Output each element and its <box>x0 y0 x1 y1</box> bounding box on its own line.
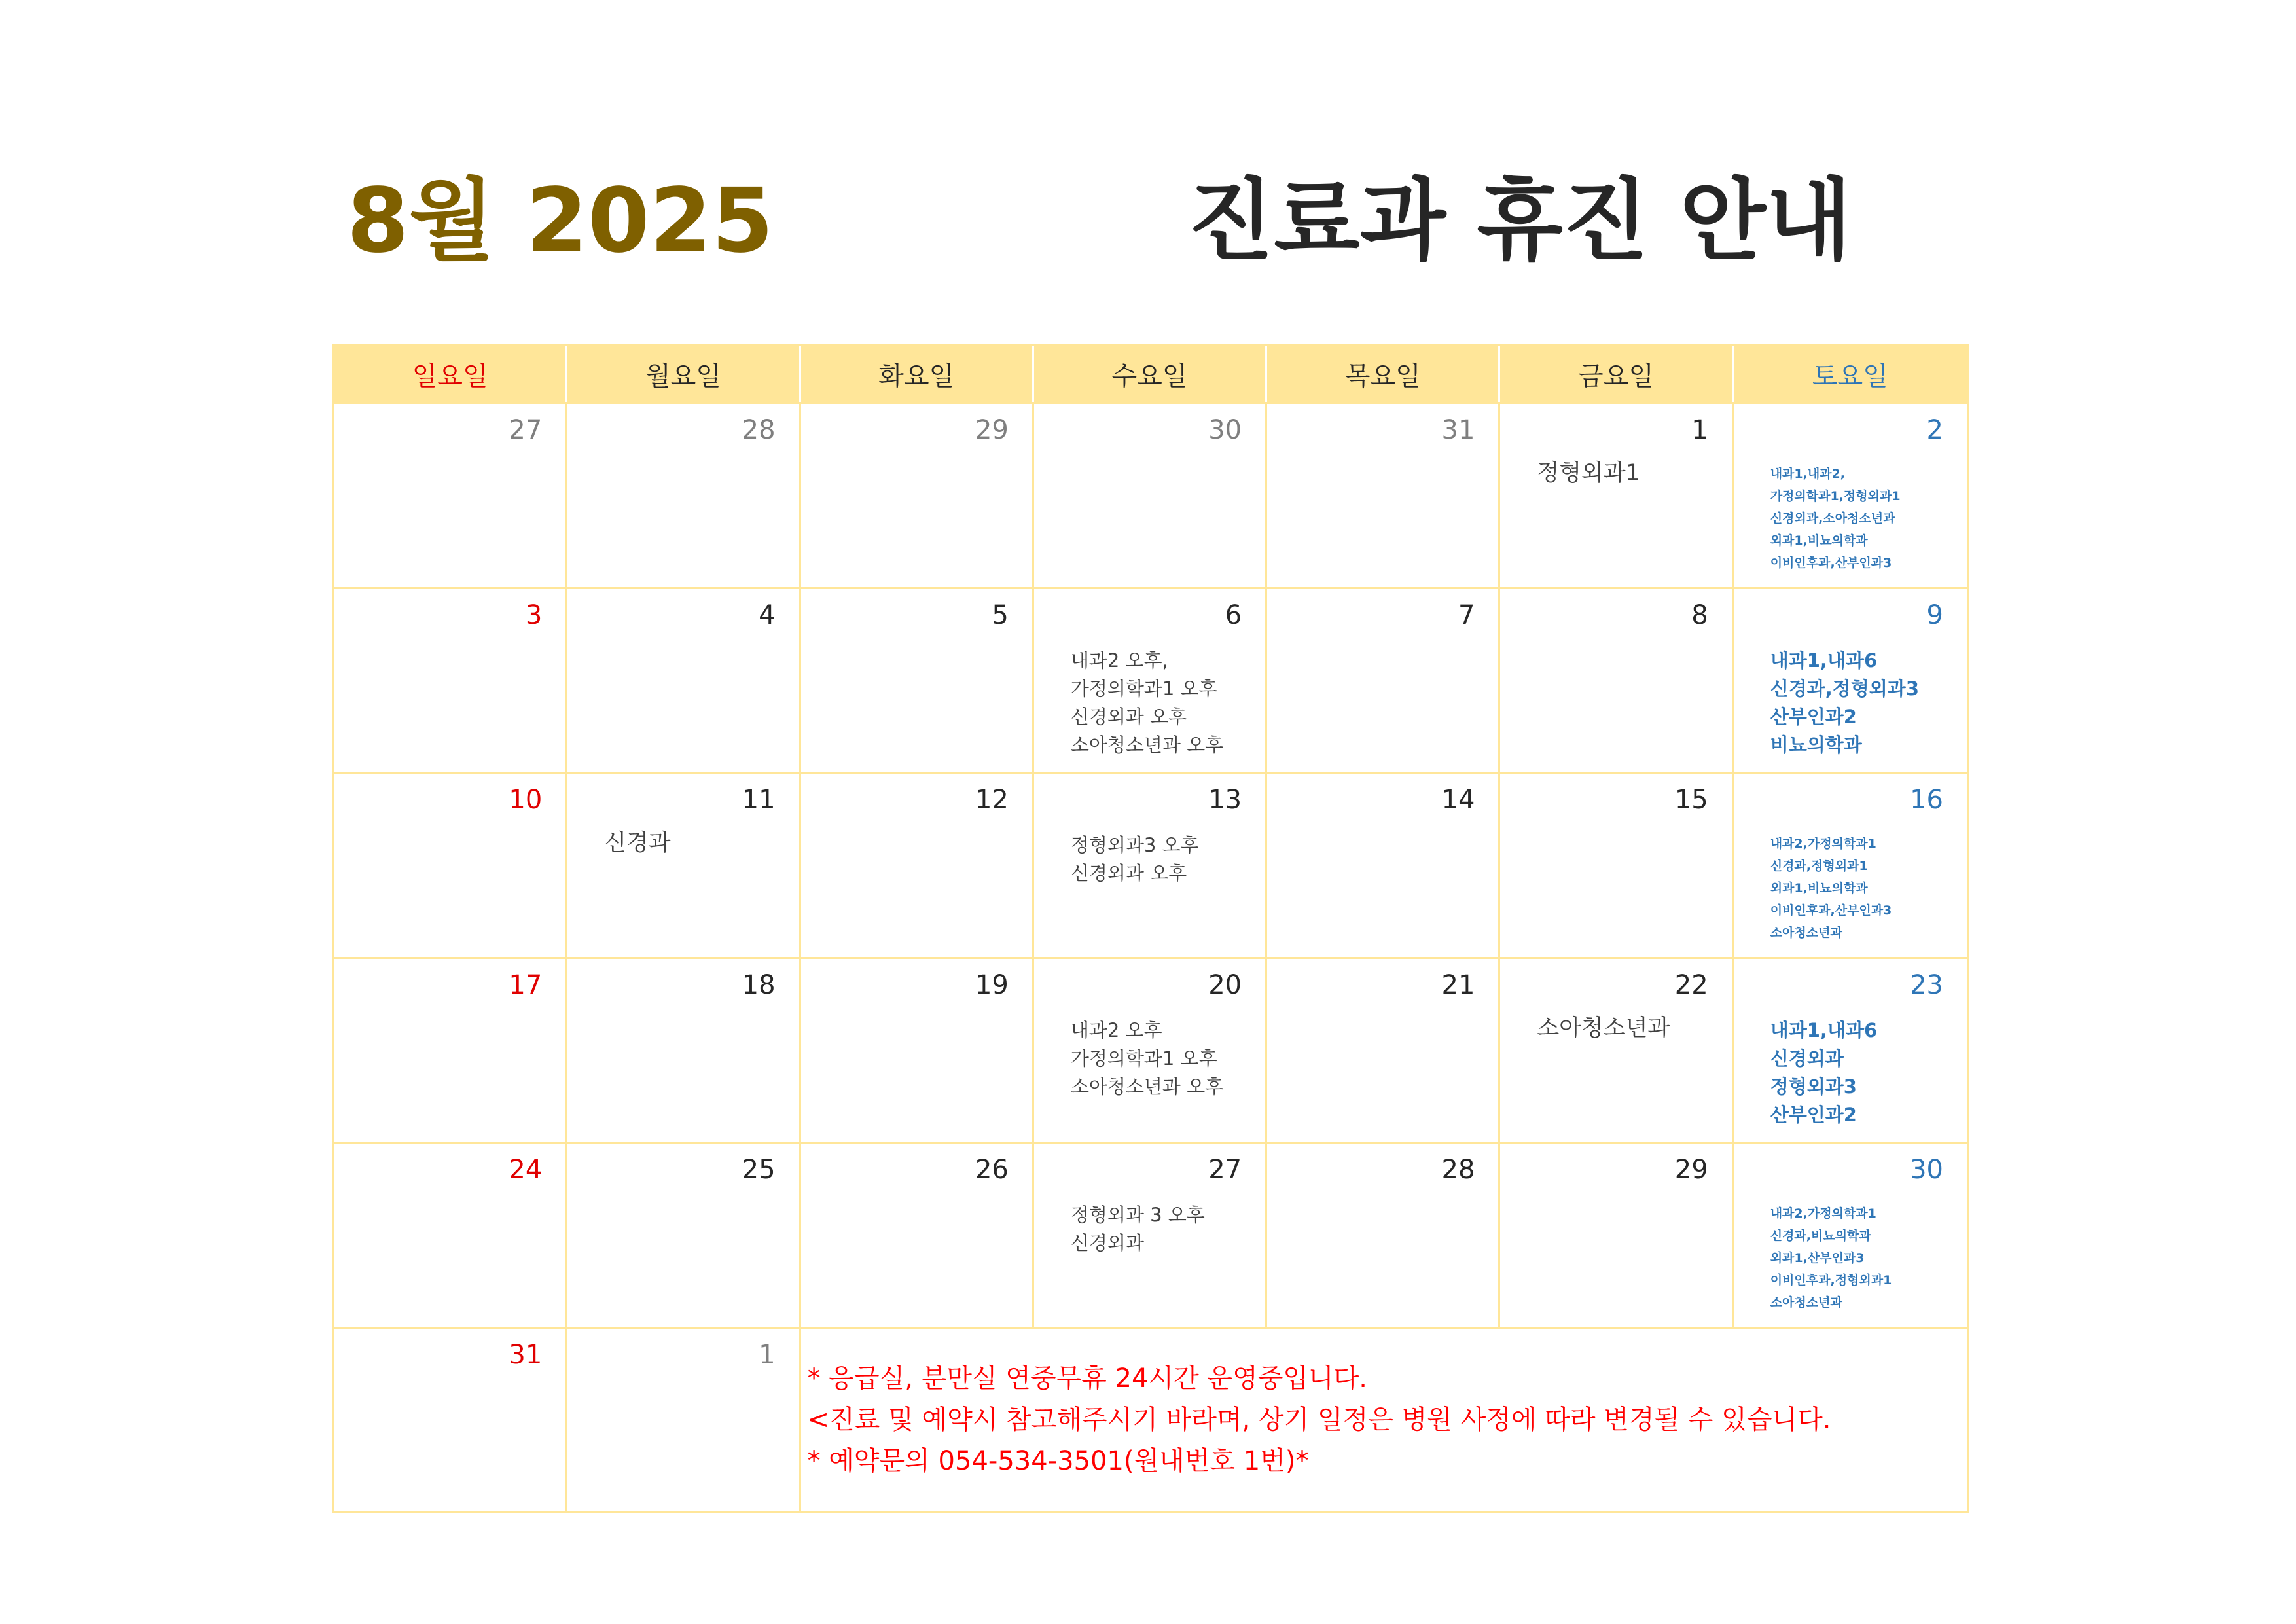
day-number: 7 <box>1458 600 1475 630</box>
day-cell <box>1034 772 1267 957</box>
day-number: 25 <box>742 1155 776 1185</box>
day-number: 3 <box>525 600 543 630</box>
day-cell <box>567 402 800 587</box>
day-number: 14 <box>1441 785 1475 815</box>
day-number: 31 <box>509 1339 543 1370</box>
day-cell-saturday <box>1734 1142 1967 1327</box>
day-number: 12 <box>975 785 1009 815</box>
day-number: 15 <box>1674 785 1708 815</box>
day-cell <box>567 772 800 957</box>
page-title: 진료과 휴진 안내 <box>1188 170 1852 273</box>
day-number: 24 <box>509 1155 543 1185</box>
day-number: 1 <box>759 1339 776 1370</box>
day-number: 22 <box>1674 969 1708 1000</box>
day-number: 18 <box>742 969 776 1000</box>
day-cell <box>1267 957 1500 1142</box>
day-cell-saturday <box>1734 957 1967 1142</box>
closure-note: 내과2 오후 가정의학과1 오후 소아청소년과 오후 <box>1070 1019 1224 1098</box>
day-cell <box>801 402 1034 587</box>
day-number: 31 <box>1441 415 1475 445</box>
day-cell <box>334 402 567 587</box>
weekday-header-saturday: 토요일 <box>1734 346 1967 402</box>
calendar-grid <box>332 344 1969 1513</box>
closure-note: 내과1,내과6 신경과,정형외과3 산부인과2 비뇨의학과 <box>1770 649 1919 756</box>
month-year-title: 8월 2025 <box>347 170 774 273</box>
closure-note: 소아청소년과 <box>1537 1015 1670 1041</box>
day-cell-saturday <box>1734 402 1967 587</box>
notice-box <box>801 1327 1967 1512</box>
day-cell <box>801 772 1034 957</box>
day-number: 21 <box>1441 969 1475 1000</box>
day-number: 11 <box>742 785 776 815</box>
day-number: 23 <box>1910 969 1943 1000</box>
day-cell <box>567 1327 800 1512</box>
day-cell-saturday <box>1734 587 1967 772</box>
day-cell <box>1267 772 1500 957</box>
day-cell-sunday <box>334 772 567 957</box>
day-cell <box>1500 587 1733 772</box>
day-cell <box>801 1142 1034 1327</box>
day-number: 5 <box>992 600 1009 630</box>
closure-note: 내과1,내과2, 가정의학과1,정형외과1 신경외과,소아청소년과 외과1,비뇨의학과 이비인후과,산부인과3 <box>1770 467 1901 570</box>
closure-note: 내과2,가정의학과1 신경과,정형외과1 외과1,비뇨의학과 이비인후과,산부인과3 소아청소년과 <box>1770 837 1892 940</box>
day-number: 13 <box>1208 785 1242 815</box>
day-cell <box>1267 1142 1500 1327</box>
day-number: 6 <box>1225 600 1242 630</box>
day-number: 20 <box>1208 969 1242 1000</box>
day-number: 10 <box>509 785 543 815</box>
day-cell <box>801 957 1034 1142</box>
day-number: 2 <box>1926 415 1943 445</box>
day-number: 17 <box>509 969 543 1000</box>
closure-note: 내과1,내과6 신경외과 정형외과3 산부인과2 <box>1770 1019 1878 1126</box>
day-cell <box>567 957 800 1142</box>
day-number: 16 <box>1910 785 1943 815</box>
day-number: 26 <box>975 1155 1009 1185</box>
day-number: 4 <box>759 600 776 630</box>
weekday-header-thursday: 목요일 <box>1267 346 1500 402</box>
day-number: 1 <box>1691 415 1708 445</box>
day-cell <box>1267 587 1500 772</box>
day-cell <box>1267 402 1500 587</box>
weekday-header-monday: 월요일 <box>567 346 800 402</box>
day-cell-sunday <box>334 1142 567 1327</box>
notice-line-reservation: * 예약문의 054-534-3501(원내번호 1번)* <box>807 1445 1309 1476</box>
day-number: 9 <box>1926 600 1943 630</box>
day-cell <box>801 587 1034 772</box>
closure-note: 신경과 <box>604 830 671 856</box>
day-cell-saturday <box>1734 772 1967 957</box>
closure-note: 정형외과1 <box>1537 460 1640 486</box>
day-number: 27 <box>509 415 543 445</box>
weekday-header-sunday: 일요일 <box>334 346 567 402</box>
closure-note: 내과2,가정의학과1 신경과,비뇨의학과 외과1,산부인과3 이비인후과,정형외과1 소아청소년과 <box>1770 1206 1892 1310</box>
weekday-header-tuesday: 화요일 <box>801 346 1034 402</box>
day-number: 29 <box>975 415 1009 445</box>
day-cell <box>1034 402 1267 587</box>
day-cell <box>1034 957 1267 1142</box>
day-cell <box>1034 587 1267 772</box>
day-cell-sunday <box>334 957 567 1142</box>
notice-text <box>808 1358 1831 1482</box>
day-cell-sunday <box>334 587 567 772</box>
notice-line-schedule: <진료 및 예약시 참고해주시기 바라며, 상기 일정은 병원 사정에 따라 변경될 수 있습니다. <box>807 1404 1831 1435</box>
weekday-header-wednesday: 수요일 <box>1034 346 1267 402</box>
day-cell <box>1500 957 1733 1142</box>
day-number: 8 <box>1691 600 1708 630</box>
day-cell <box>1034 1142 1267 1327</box>
day-cell <box>1500 402 1733 587</box>
day-number: 28 <box>742 415 776 445</box>
day-cell-sunday <box>334 1327 567 1512</box>
day-number: 28 <box>1441 1155 1475 1185</box>
closure-note: 정형외과3 오후 신경외과 오후 <box>1070 834 1199 884</box>
day-number: 30 <box>1208 415 1242 445</box>
day-cell <box>1500 772 1733 957</box>
notice-line-emergency: * 응급실, 분만실 연중무휴 24시간 운영중입니다. <box>807 1363 1367 1394</box>
closure-note: 정형외과 3 오후 신경외과 <box>1070 1204 1205 1254</box>
closure-note: 내과2 오후, 가정의학과1 오후 신경외과 오후 소아청소년과 오후 <box>1070 649 1224 756</box>
day-cell <box>567 587 800 772</box>
weekday-header-friday: 금요일 <box>1500 346 1733 402</box>
day-number: 30 <box>1910 1155 1943 1185</box>
day-cell <box>1500 1142 1733 1327</box>
day-cell <box>567 1142 800 1327</box>
day-number: 27 <box>1208 1155 1242 1185</box>
day-number: 29 <box>1674 1155 1708 1185</box>
day-number: 19 <box>975 969 1009 1000</box>
